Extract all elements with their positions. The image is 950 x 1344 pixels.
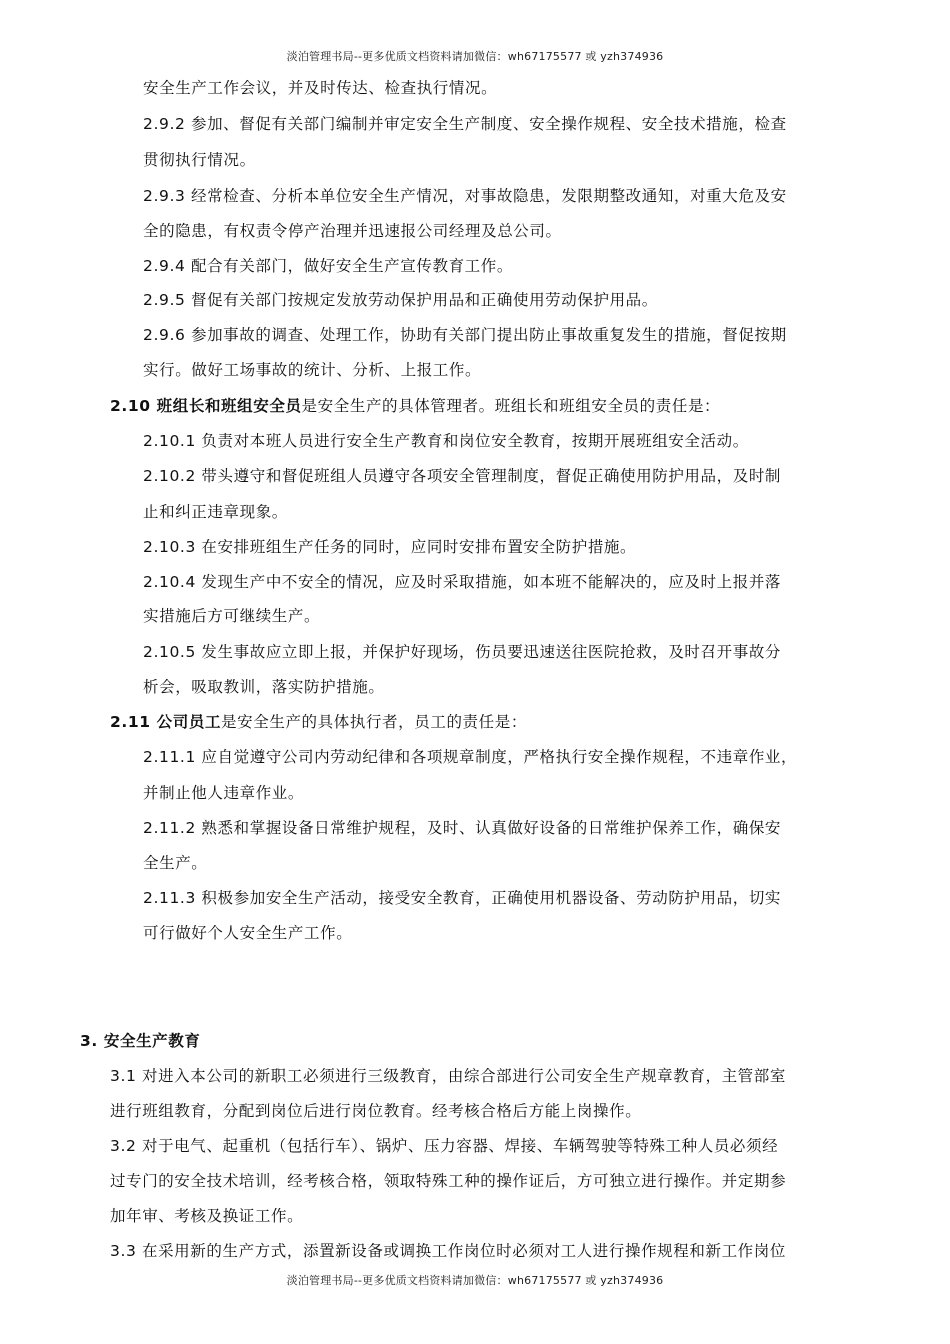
- text-line: 2.10.2 带头遵守和督促班组人员遵守各项安全管理制度，督促正确使用防护用品，及时制: [143, 467, 782, 485]
- text-line: 2.9.3 经常检查、分析本单位安全生产情况，对事故隐患，发限期整改通知，对重大危及安: [143, 187, 787, 205]
- text-line: 贯彻执行情况。: [143, 151, 256, 169]
- text-line: 进行班组教育，分配到岗位后进行岗位教育。经考核合格后方能上岗操作。: [110, 1102, 642, 1120]
- text-line: 2.10.3 在安排班组生产任务的同时，应同时安排布置安全防护措施。: [143, 538, 637, 556]
- heading-rest: 是安全生产的具体执行者，员工的责任是：: [221, 713, 527, 731]
- text-line: 3.1 对进入本公司的新职工必须进行三级教育，由综合部进行公司安全生产规章教育，主管部室: [110, 1067, 786, 1085]
- page-header: 淡泊管理书局--更多优质文档资料请加微信：wh67175577 或 yzh374936: [286, 50, 664, 63]
- text-line: 安全生产工作会议，并及时传达、检查执行情况。: [143, 79, 498, 97]
- text-line: 止和纠正违章现象。: [143, 503, 288, 521]
- heading-bold: 2.11 公司员工: [110, 713, 222, 731]
- text-line: 3.3 在采用新的生产方式，添置新设备或调换工作岗位时必须对工人进行操作规程和新工作岗位: [110, 1242, 786, 1260]
- page-footer: 淡泊管理书局--更多优质文档资料请加微信：wh67175577 或 yzh374936: [286, 1274, 664, 1287]
- heading-bold: 2.10 班组长和班组安全员: [110, 397, 302, 415]
- text-line: 2.9.5 督促有关部门按规定发放劳动保护用品和正确使用劳动保护用品。: [143, 291, 658, 309]
- section-heading-3: 3. 安全生产教育: [80, 1032, 201, 1050]
- heading-rest: 是安全生产的具体管理者。班组长和班组安全员的责任是：: [301, 397, 721, 415]
- text-line: 2.11.1 应自觉遵守公司内劳动纪律和各项规章制度，严格执行安全操作规程，不违章作业，: [143, 748, 798, 766]
- text-line: 析会，吸取教训，落实防护措施。: [143, 678, 385, 696]
- text-line: 2.11.3 积极参加安全生产活动，接受安全教育，正确使用机器设备、劳动防护用品，切实: [143, 889, 782, 907]
- text-line: 3.2 对于电气、起重机（包括行车）、锅炉、压力容器、焊接、车辆驾驶等特殊工种人员必须经: [110, 1137, 779, 1155]
- text-line: 可行做好个人安全生产工作。: [143, 924, 353, 942]
- text-line: 2.10.5 发生事故应立即上报，并保护好现场，伤员要迅速送往医院抢救，及时召开事故分: [143, 643, 782, 661]
- section-heading-2-10: [110, 394, 720, 416]
- section-heading-2-11: [110, 710, 527, 732]
- text-line: 加年审、考核及换证工作。: [110, 1207, 304, 1225]
- text-line: 过专门的安全技术培训，经考核合格，领取特殊工种的操作证后，方可独立进行操作。并定期参: [110, 1172, 787, 1190]
- text-line: 2.9.4 配合有关部门，做好安全生产宣传教育工作。: [143, 257, 513, 275]
- text-line: 2.11.2 熟悉和掌握设备日常维护规程，及时、认真做好设备的日常维护保养工作，确保安: [143, 819, 782, 837]
- text-line: 2.9.6 参加事故的调查、处理工作，协助有关部门提出防止事故重复发生的措施，督促按期: [143, 326, 787, 344]
- text-line: 实行。做好工场事故的统计、分析、上报工作。: [143, 361, 482, 379]
- text-line: 全的隐患，有权责令停产治理并迅速报公司经理及总公司。: [143, 222, 562, 240]
- text-line: 2.10.1 负责对本班人员进行安全生产教育和岗位安全教育，按期开展班组安全活动。: [143, 432, 749, 450]
- text-line: 实措施后方可继续生产。: [143, 607, 321, 625]
- text-line: 全生产。: [143, 854, 208, 872]
- text-line: 并制止他人违章作业。: [143, 784, 305, 802]
- text-line: 2.10.4 发现生产中不安全的情况，应及时采取措施，如本班不能解决的，应及时上报并落: [143, 573, 782, 591]
- text-line: 2.9.2 参加、督促有关部门编制并审定安全生产制度、安全操作规程、安全技术措施，检查: [143, 115, 787, 133]
